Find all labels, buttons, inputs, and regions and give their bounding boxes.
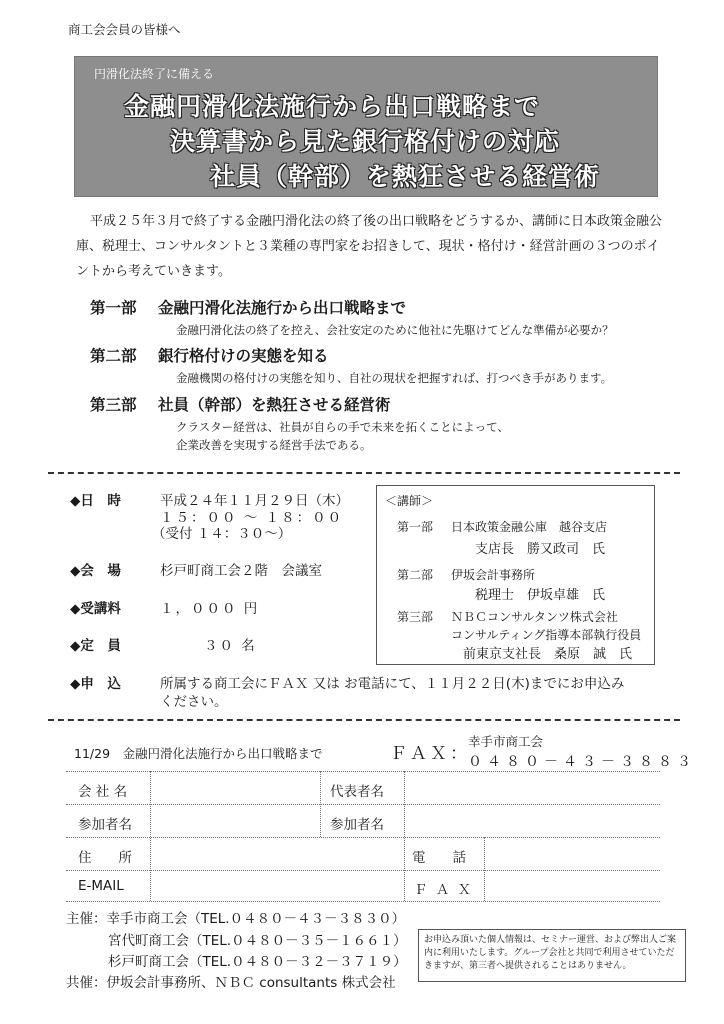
privacy-notice: お申込み頂いた個人情報は、セミナー運営、および弊出人ご案内に利用いたします。グループ会社と共同で利用させていただきますが、第三者へ提供されることはありません。 <box>418 929 686 982</box>
lecturer-2-org: 伊坂会計事務所 <box>451 568 536 582</box>
venue-label: ◆会 場 <box>70 563 121 579</box>
phone-label: 電 話 <box>412 850 466 866</box>
lecturer-3-org: ＮＢＣコンサルタンツ株式会社 <box>451 610 618 624</box>
capacity-label: ◆定 員 <box>70 638 121 654</box>
company-field[interactable] <box>154 773 316 802</box>
part-1-title: 金融円滑化法施行から出口戦略まで <box>158 299 407 317</box>
lecturer-3-name: 前東京支社長 桑原 誠 氏 <box>463 647 633 662</box>
banner-title-line-1: 金融円滑化法施行から出口戦略まで <box>124 92 541 121</box>
part-2-description: 金融機関の格付けの実態を知り、自社の現状を把握すれば、打つべき手があります。 <box>176 371 613 385</box>
participant-label-1: 参加者名 <box>78 817 132 833</box>
company-label: 会 社 名 <box>78 784 128 800</box>
apply-value-line-2: ください。 <box>160 694 228 710</box>
host-miyashiro: 宮代町商工会（TEL.０４８０－３５－１６６１） <box>108 933 407 949</box>
part-3-description-line-1: クラスター経営は、社員が自らの手で未来を拓くことによって、 <box>176 420 509 434</box>
part-3-heading <box>90 393 391 415</box>
participant-field-1[interactable] <box>154 806 316 835</box>
fax-field-label: Ｆ Ａ Ｘ <box>414 882 474 898</box>
email-label: E-MAIL <box>78 878 124 894</box>
banner-eyebrow: 円滑化法終了に備える <box>94 67 215 81</box>
part-1-description: 金融円滑化法の終了を控え、会社安定のために他社に先駆けてどんな準備が必要か？ <box>176 323 614 337</box>
lecturer-2-part: 第二部 <box>397 568 434 582</box>
banner-title-line-2: 決算書から見た銀行格付けの対応 <box>170 127 561 156</box>
form-column-line <box>404 771 405 901</box>
fax-field[interactable] <box>488 872 658 899</box>
lecturer-2-name: 税理士 伊坂卓雄 氏 <box>475 588 606 603</box>
lecturers-title: ＜講師＞ <box>385 494 434 508</box>
lecturer-3-part: 第三部 <box>397 610 434 624</box>
co-host-label: 共催： <box>66 975 107 991</box>
divider <box>48 472 680 474</box>
fee-value: １，０００ 円 <box>160 601 260 617</box>
venue-value: 杉戸町商工会２階 会議室 <box>160 563 322 579</box>
representative-field[interactable] <box>408 773 658 802</box>
part-1-heading <box>90 296 406 318</box>
participant-field-2[interactable] <box>408 806 658 835</box>
form-column-line <box>484 837 485 901</box>
address-label: 住 所 <box>78 850 132 866</box>
capacity-value: ３０ 名 <box>204 638 257 654</box>
fee-label: ◆受講料 <box>70 601 121 617</box>
participant-label-2: 参加者名 <box>330 817 384 833</box>
co-host-names: 伊坂会計事務所、ＮＢＣ consultants 株式会社 <box>106 975 396 991</box>
form-row-line <box>66 771 660 772</box>
intro-paragraph: 平成２５年３月で終了する金融円滑化法の終了後の出口戦略をどうするか、講師に日本政策金融公庫、税理士、コンサルタントと３業種の専門家をお招きして、現状・格付け・経営計画の３つのポイントから考えていきます。 <box>76 214 663 279</box>
form-row-line <box>66 837 660 838</box>
lecturer-3-title: コンサルティング指導本部執行役員 <box>451 628 642 642</box>
part-3-title: 社員（幹部）を熱狂させる経営術 <box>158 396 391 414</box>
part-2-title: 銀行格付けの実態を知る <box>158 347 329 365</box>
date-label: ◆日 時 <box>70 493 121 509</box>
co-host <box>66 971 396 991</box>
lecturer-1-name: 支店長 勝又政司 氏 <box>475 542 606 557</box>
lecturer-1-part: 第一部 <box>397 520 434 534</box>
host-sugito: 杉戸町商工会（TEL.０４８０－３２－３７１９） <box>108 954 407 970</box>
part-2-heading <box>90 344 329 366</box>
fax-number: ０４８０－４３－３８８３ <box>468 754 696 770</box>
addressee: 商工会会員の皆様へ <box>68 22 181 37</box>
form-column-line <box>320 771 321 837</box>
apply-label: ◆申 込 <box>70 676 121 692</box>
form-row-line <box>66 870 660 871</box>
representative-label: 代表者名 <box>330 784 384 800</box>
fax-org: 幸手市商工会 <box>468 734 544 749</box>
main-host-1 <box>66 907 405 927</box>
reception-value: （受付 １４：３０～） <box>152 526 292 542</box>
part-1-label: 第一部 <box>90 299 137 317</box>
part-3-description-line-2: 企業改善を実現する経営手法である。 <box>176 438 372 452</box>
form-row-line <box>66 901 660 902</box>
form-row-line <box>66 804 660 805</box>
date-value: 平成２４年１１月２９日（木） <box>160 493 349 509</box>
lecturer-1-org: 日本政策金融公庫 越谷支店 <box>451 520 608 534</box>
banner-title-line-3: 社員（幹部）を熱狂させる経営術 <box>210 162 601 191</box>
application-form <box>66 771 660 901</box>
title-banner <box>74 56 658 197</box>
form-column-line <box>150 771 151 901</box>
part-3-label: 第三部 <box>90 396 137 414</box>
phone-field[interactable] <box>488 839 658 868</box>
lecturers-box <box>376 485 655 665</box>
apply-value-line-1: 所属する商工会にＦＡＸ 又は お電話にて、１１月２２日(木)までにお申込み <box>160 676 625 692</box>
fax-label: ＦＡＸ： <box>390 744 470 764</box>
main-host-label: 主催： <box>66 911 107 927</box>
time-value: １５：００ ～ １８：００ <box>160 510 344 526</box>
host-satte: 幸手市商工会（TEL.０４８０－４３－３８３０） <box>106 911 406 927</box>
part-2-label: 第二部 <box>90 347 137 365</box>
divider <box>48 719 680 721</box>
email-field[interactable] <box>154 872 400 899</box>
address-field[interactable] <box>154 839 400 868</box>
form-header: 11/29 金融円滑化法施行から出口戦略まで <box>74 746 323 761</box>
